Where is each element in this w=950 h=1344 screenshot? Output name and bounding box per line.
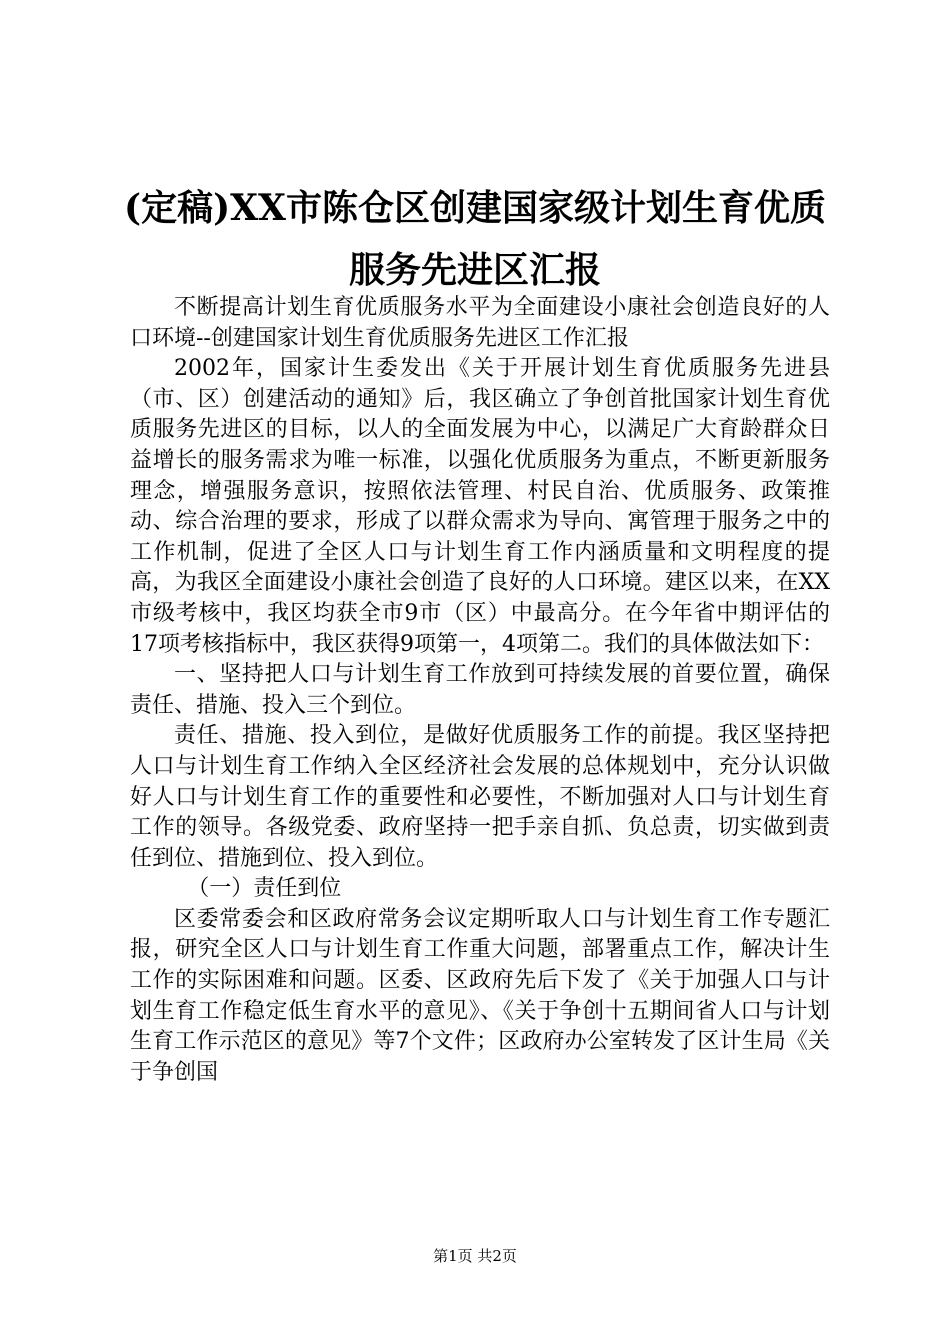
paragraph-subtitle: 不断提高计划生育优质服务水平为全面建设小康社会创造良好的人口环境--创建国家计划生育优质服务先进区工作汇报 [130,295,830,351]
paragraph-section-body: 责任、措施、投入到位，是做好优质服务工作的前提。我区坚持把人口与计划生育工作纳入全区经济社会发展的总体规划中，充分认识做好人口与计划生育工作的重要性和必要性，不断加强对人口与计划生育工作的领导。各级党委、政府坚持一把手亲自抓、负总责，切实做到责任到位、措施到位、投入到位。 [130,723,830,871]
document-title-line-2: 服务先进区汇报 [348,249,601,291]
document-title-line-1: (定稿)XX市陈仓区创建国家级计划生育优质 [124,187,826,229]
paragraph-intro: 2002年，国家计生委发出《关于开展计划生育优质服务先进县（市、区）创建活动的通知》后，我区确立了争创首批国家计划生育优质服务先进区的目标，以人的全面发展为中心，以满足广大育龄群众日益增长的服务需求为唯一标准，以强化优质服务为重点，不断更新服务理念，增强服务意识，按照依法管理、村民自治、优质服务、政策推动、综合治理的要求，形成了以群众需求为导向、寓管理于服务之中的工作机制，促进了全区人口与计划生育工作内涵质量和文明程度的提高，为我区全面建设小康社会创造了良好的人口环境。建区以来，在XX市级考核中，我区均获全市9市（区）中最高分。在今年省中期评估的17项考核指标中，我区获得9项第一，4项第二。我们的具体做法如下： [130,356,830,657]
paragraph-section-heading: 一、坚持把人口与计划生育工作放到可持续发展的首要位置，确保责任、措施、投入三个到位。 [130,662,830,718]
page-footer: 第1页 共2页 [433,1247,517,1265]
paragraph-subsection-heading: （一）责任到位 [187,876,342,902]
paragraph-subsection-body: 区委常委会和区政府常务会议定期听取人口与计划生育工作专题汇报，研究全区人口与计划生育工作重大问题，部署重点工作，解决计生工作的实际困难和问题。区委、区政府先后下发了《关于加强人口与计划生育工作稳定低生育水平的意见》、《关于争创十五期间省人口与计划生育工作示范区的意见》等7个文件；区政府办公室转发了区计生局《关于争创国 [130,906,830,1085]
document-body [130,293,830,1088]
